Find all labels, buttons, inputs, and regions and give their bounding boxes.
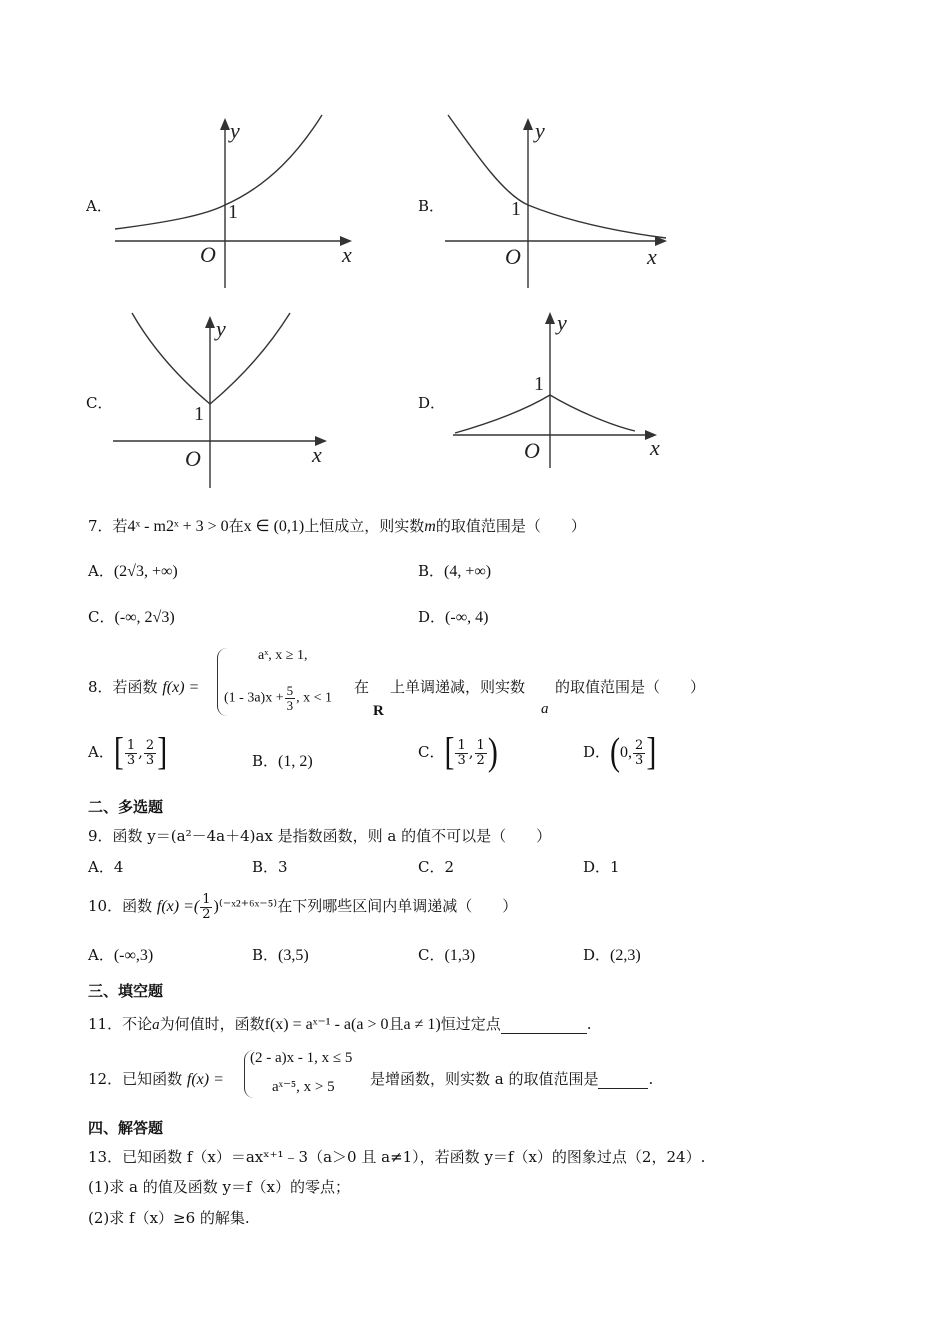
- question-13-line1: 13．已知函数 f（x）＝axˣ⁺¹﹣3（a＞0 且 a≠1），若函数 y＝f（x）的图象过点（2，24）.: [88, 1148, 706, 1166]
- q8-case2-left: (1 - 3a)x +: [224, 690, 284, 706]
- q8-option-a-rb: ]: [157, 730, 168, 774]
- graph-c-y-label: y: [216, 316, 226, 341]
- q7-number: 7．若: [88, 517, 128, 535]
- q10-option-c-label: C．: [418, 946, 445, 964]
- q7-option-a[interactable]: [88, 560, 178, 581]
- q9-option-b[interactable]: [252, 856, 288, 877]
- q8-tail2: 的取值范围是（ ）: [555, 678, 706, 696]
- q7-option-d-value: (-∞, 4): [445, 609, 489, 626]
- q7-option-b[interactable]: [418, 560, 491, 581]
- q8-var: a: [541, 701, 549, 717]
- q10-tail: 在下列哪些区间内单调递减（ ）: [277, 897, 518, 916]
- q10-frac-den: 2: [202, 906, 211, 922]
- question-7: [88, 515, 586, 536]
- q12-case1: (2 - a)x - 1, x ≤ 5: [250, 1050, 353, 1066]
- q8-frac-den: 3: [286, 697, 294, 713]
- q8-option-d[interactable]: [583, 730, 657, 774]
- q8-option-d-rb: ]: [646, 730, 657, 774]
- question-12-intro: [88, 1068, 224, 1089]
- graph-b-x-label: x: [647, 244, 657, 269]
- q12-end: .: [648, 1070, 654, 1088]
- q7-tail1: 上恒成立，则实数: [304, 517, 425, 535]
- q8-a-d1: 3: [126, 752, 136, 768]
- q8-case1: aˣ, x ≥ 1,: [258, 648, 308, 663]
- q10-option-b-label: B．: [252, 946, 279, 964]
- q11-tail: 恒过定点: [440, 1015, 501, 1033]
- q7-option-d[interactable]: [418, 606, 488, 627]
- section-multi-choice: 二、多选题: [88, 798, 164, 816]
- q10-option-c[interactable]: [418, 944, 475, 965]
- question-9: 9．函数 y＝(a²－4a＋4)ax 是指数函数，则 a 的值不可以是（ ）: [88, 827, 552, 845]
- section-fill-blank: 三、填空题: [88, 982, 164, 1000]
- graph-b-label: B．: [418, 197, 445, 215]
- q11-answer-blank[interactable]: [501, 1015, 587, 1034]
- q10-fx: f(x) =(: [156, 898, 200, 916]
- q9-option-b-value: 3: [278, 858, 288, 876]
- q7-option-c-label: C．: [88, 608, 115, 626]
- q8-c-d2: 2: [476, 752, 485, 768]
- graph-c: [110, 308, 360, 488]
- q11-mid: 为何值时，函数: [159, 1015, 265, 1033]
- graph-d-one: 1: [534, 373, 544, 395]
- graph-a-one: 1: [228, 201, 238, 223]
- q8-option-b-value: (1, 2): [278, 753, 313, 770]
- q12-answer-blank[interactable]: [598, 1070, 648, 1089]
- question-13-line3: (2)求 f（x）≥6 的解集.: [88, 1209, 250, 1227]
- q8-number: 8．若函数: [88, 678, 158, 696]
- q10-option-d[interactable]: [583, 944, 641, 965]
- q10-option-a[interactable]: [88, 944, 153, 965]
- q7-option-c[interactable]: [88, 606, 175, 627]
- q8-d-d2: 3: [635, 752, 644, 768]
- q7-inequality: 4ˣ - m2ˣ + 3 > 0: [127, 518, 229, 535]
- q9-option-a[interactable]: [88, 856, 123, 877]
- question-10: [88, 893, 517, 921]
- q10-exponent: )⁽⁻ˣ²⁺⁶ˣ⁻⁵⁾: [213, 898, 278, 916]
- section-answer: 四、解答题: [88, 1119, 164, 1137]
- q10-option-a-label: A．: [88, 946, 114, 964]
- graph-b-y-label: y: [535, 118, 545, 143]
- q8-option-c-rb: ): [487, 730, 498, 774]
- graph-a: [110, 110, 360, 290]
- question-8-intro: [88, 676, 199, 697]
- q8-option-d-lb: (: [610, 730, 621, 774]
- graph-a-y-label: y: [230, 118, 240, 143]
- q11-cond: a ≠ 1): [403, 1016, 441, 1033]
- q8-tail1: 上单调递减，则实数: [390, 678, 526, 696]
- q10-option-d-value: (2,3): [610, 947, 641, 964]
- q10-option-a-value: (-∞,3): [113, 947, 154, 964]
- q7-domain: x ∈ (0,1): [243, 518, 305, 535]
- graph-b-origin: O: [505, 244, 521, 269]
- q8-on: 在: [354, 678, 370, 696]
- q7-var: m: [424, 518, 436, 535]
- q8-option-b-label: B．: [252, 752, 279, 770]
- graph-c-label: C．: [86, 394, 113, 412]
- q9-option-c[interactable]: [418, 856, 454, 877]
- q9-option-b-label: B．: [252, 858, 279, 876]
- graph-c-origin: O: [185, 446, 201, 471]
- q10-option-c-value: (1,3): [444, 947, 476, 964]
- q8-option-c-label: C．: [418, 743, 445, 761]
- q8-a-n1: 1: [126, 737, 136, 753]
- graph-b-one: 1: [511, 198, 521, 220]
- q8-c-d1: 3: [457, 752, 466, 768]
- graph-d-y-label: y: [557, 310, 567, 335]
- graph-c-x-label: x: [312, 442, 322, 467]
- q9-option-c-label: C．: [418, 858, 445, 876]
- graph-a-x-label: x: [342, 242, 352, 267]
- q8-case2-right: , x < 1: [296, 690, 333, 706]
- q8-d-n2: 2: [635, 737, 644, 753]
- q8-option-a[interactable]: A．[ $\frac{1}{3}$ , $\frac{2}{3}$ ]: [88, 730, 168, 774]
- q10-option-d-label: D．: [583, 946, 611, 964]
- q8-option-c-lb: [: [444, 730, 455, 774]
- q8-option-b[interactable]: [252, 750, 313, 771]
- q8-c-n2: 1: [476, 737, 485, 753]
- graph-c-one: 1: [194, 403, 204, 425]
- q7-option-a-value: (2√3, +∞): [113, 563, 178, 580]
- q10-option-b[interactable]: [252, 944, 309, 965]
- graph-d-x-label: x: [650, 435, 660, 460]
- q10-frac-num: 1: [202, 892, 211, 907]
- q7-option-a-label: A．: [88, 562, 114, 580]
- q9-option-d[interactable]: [583, 856, 620, 877]
- q8-a-n2: 2: [145, 737, 155, 753]
- q8-R: R: [373, 703, 384, 719]
- q9-option-d-value: 1: [610, 858, 620, 876]
- q12-case2: aˣ⁻⁵, x > 5: [272, 1079, 335, 1095]
- q8-option-c[interactable]: C．[ $\frac{1}{3}$ , $\frac{1}{2}$ ): [418, 730, 498, 774]
- q9-option-d-label: D．: [583, 858, 611, 876]
- q12-fx: f(x) =: [186, 1071, 224, 1088]
- q11-and: 且: [388, 1015, 404, 1033]
- q10-option-b-value: (3,5): [278, 947, 309, 964]
- graph-d-origin: O: [524, 438, 540, 463]
- q8-case2: [224, 684, 332, 712]
- q7-option-c-value: (-∞, 2√3): [114, 609, 175, 626]
- q8-option-a-lb: [: [113, 730, 124, 774]
- q11-var: a: [152, 1017, 160, 1033]
- q8-d-v1: 0,: [620, 744, 633, 761]
- graph-d-label: D．: [418, 394, 446, 412]
- q10-number: 10．函数: [88, 897, 153, 916]
- q8-a-d2: 3: [145, 752, 155, 768]
- graph-d: [450, 308, 680, 478]
- question-11: [88, 1013, 592, 1034]
- q7-option-b-label: B．: [418, 562, 445, 580]
- q9-option-a-label: A．: [88, 858, 114, 876]
- q7-option-b-value: (4, +∞): [444, 563, 492, 580]
- graph-a-label: A．: [86, 197, 112, 215]
- q11-func: f(x) = aˣ⁻¹ - a(a > 0: [264, 1016, 389, 1033]
- q12-number: 12．已知函数: [88, 1070, 183, 1088]
- q9-option-a-value: 4: [113, 858, 124, 876]
- q7-option-d-label: D．: [418, 608, 446, 626]
- q12-tail-line: [370, 1068, 653, 1089]
- q11-number: 11．不论: [88, 1015, 153, 1033]
- q9-option-c-value: 2: [444, 858, 455, 876]
- q7-tail2: 的取值范围是（ ）: [435, 517, 586, 535]
- q12-tail: 是增函数，则实数 a 的取值范围是: [370, 1070, 599, 1088]
- q8-c-n1: 1: [457, 737, 466, 753]
- q8-option-a-label: A．: [88, 743, 114, 761]
- graph-a-origin: O: [200, 242, 216, 267]
- q7-mid: 在: [228, 517, 244, 535]
- q8-frac-num: 5: [286, 683, 294, 698]
- graph-b: [440, 110, 680, 290]
- question-13-line2: (1)求 a 的值及函数 y＝f（x）的零点；: [88, 1178, 350, 1196]
- q8-fx: f(x) =: [162, 679, 200, 696]
- q8-option-d-label: D．: [583, 743, 611, 761]
- q11-end: .: [586, 1015, 592, 1033]
